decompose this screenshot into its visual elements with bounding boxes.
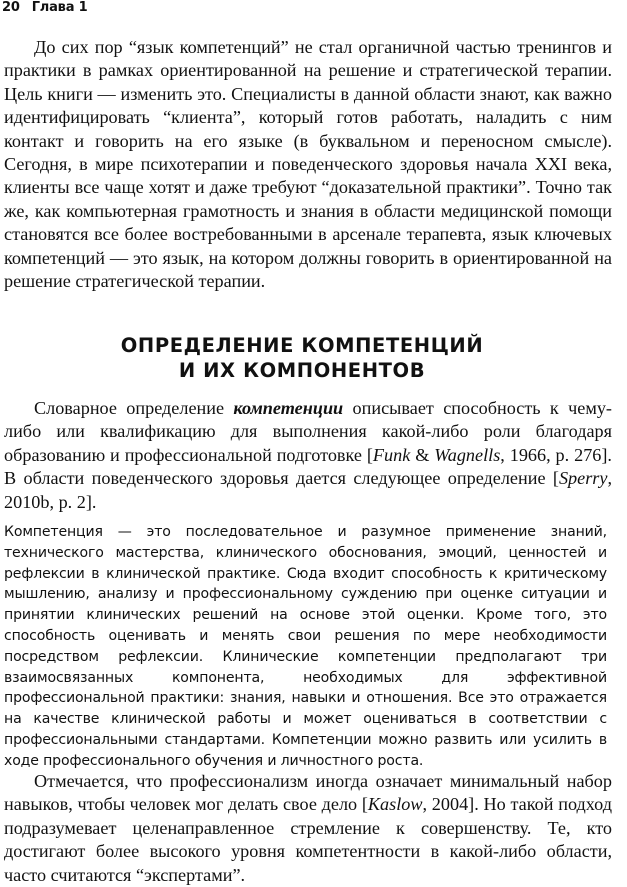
text-run: , 2004]. Но такой подход подразумевает целенаправленное стремление к совершенству. Те, кто достигают более высокого уровня компетентности в какой-либо области, часто считаются “экспертами”. bbox=[4, 794, 612, 885]
text-run: , 1966, p. 276]. В области поведенческого здоровья дается следующее определение [ bbox=[4, 444, 612, 489]
text-run: Отмечается, что профессионализм иногда означает минимальный набор навыков, чтобы человек мог делать свое дело [ bbox=[4, 771, 612, 815]
definition-quote: Компетенция — это последовательное и разумное применение знаний, технического мастерства, клинического обоснования, эмоций, ценностей и рефлексии в клинической практике. Сюда входит способность к критическому мышлению, анализу и профессиональному суждению при оценке ситуации и принятии клинических решений на основе этой оценки. Кроме того, это способность оценивать и менять свои решения по мере необходимости посредством рефлексии. Клинические компетенции предполагают три взаимосвязанных компонента, необходимых для эффективной профессиональной практики: знания, навыки и отношения. Все это отражается на качестве клинической работы и может оцениваться в соответствии с профессиональными стандартами. Компетенции можно развить или усилить в ходе профессионального обучения и личностного роста. bbox=[4, 524, 607, 769]
page-number: 20 bbox=[2, 0, 20, 15]
citation-author: Wagnells bbox=[434, 444, 501, 465]
citation-author: Kaslow bbox=[367, 794, 423, 815]
term-competence: компетенции bbox=[233, 398, 344, 418]
running-header bbox=[2, 0, 87, 15]
paragraph-professionalism bbox=[4, 770, 612, 887]
text-run: , 2010b, p. 2]. bbox=[4, 468, 612, 512]
text-run: описывает способность к чему-либо или квалификацию для выполнения какой-либо роли благодаря образованию и профессиональной подготовке [ bbox=[4, 398, 612, 465]
section-heading-line2: И ИХ КОМПОНЕНТОВ bbox=[178, 359, 426, 382]
citation-author: Sperry bbox=[558, 468, 608, 489]
chapter-title: Глава 1 bbox=[31, 0, 88, 15]
paragraph-intro: До сих пор “язык компетенций” не стал органичной частью тренингов и практики в рамках ориентированной на решение и стратегической терапии. Цель книги — изменить это. Специалисты в данной области знают, как важно идентифицировать “клиента”, который готов работать, наладить с ним контакт и говорить на его языке (в буквальном и переносном смысле). Сегодня, в мире психотерапии и поведенческого здоровья начала XXI века, клиенты все чаще хотят и даже требуют “доказательной практики”. Точно так же, как компьютерная грамотность и знания в области медицинской помощи становятся все более востребованными в арсенале терапевта, язык ключевых компетенций — это язык, на котором должны говорить в ориентированной на решение стратегической терапии. bbox=[4, 37, 612, 292]
section-heading bbox=[0, 333, 604, 383]
text-run: Словарное определение bbox=[34, 398, 234, 418]
section-heading-line1: ОПРЕДЕЛЕНИЕ КОМПЕТЕНЦИЙ bbox=[120, 334, 484, 357]
paragraph-definition-intro bbox=[4, 397, 612, 514]
citation-author: Funk bbox=[372, 444, 411, 465]
text-run: & bbox=[410, 444, 435, 465]
